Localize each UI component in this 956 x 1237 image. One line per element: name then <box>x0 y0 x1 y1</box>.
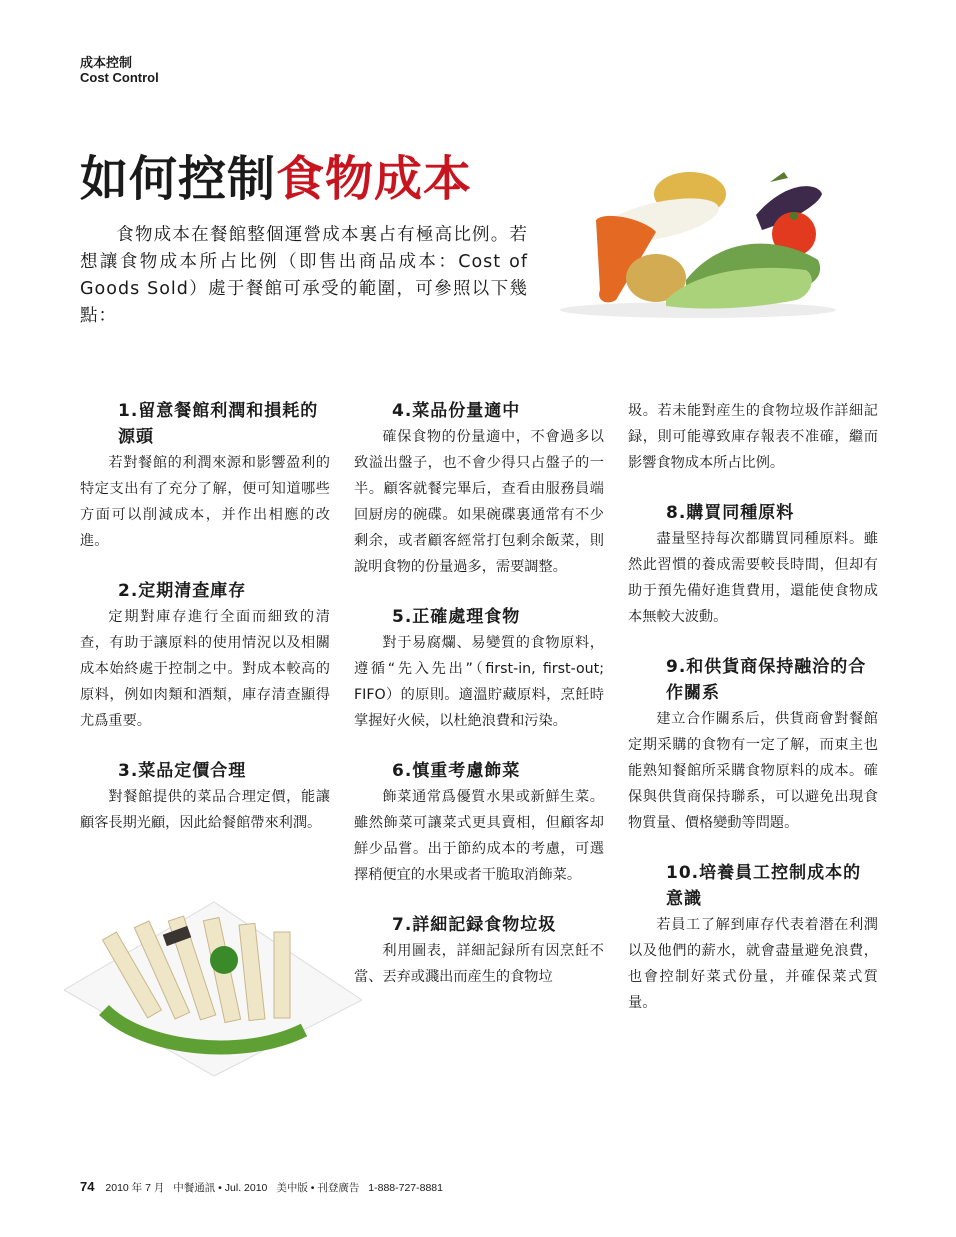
section-body-7-continued: 圾。若未能對産生的食物垃圾作詳細記録，則可能導致庫存報表不准確，繼而影響食物成本所占比例。 <box>628 403 878 471</box>
section-label-en: Cost Control <box>80 70 159 85</box>
title-part-2-red: 食物成本 <box>276 151 473 207</box>
vegetables-photo <box>556 160 840 320</box>
title-part-1: 如何控制 <box>80 151 277 207</box>
section-body-3: 對餐館提供的菜品合理定價，能讓顧客長期光顧，因此給餐館帶來利潤。 <box>80 789 330 831</box>
section-heading-6: 6.慎重考慮飾菜 <box>392 761 521 781</box>
footer-publication: 中餐通訊 • Jul. 2010 <box>173 1182 268 1194</box>
column-2 <box>354 398 604 1014</box>
bamboo-cucumber-plate-photo <box>64 890 362 1078</box>
section-body-4: 確保食物的份量適中，不會過多以致溢出盤子，也不會少得只占盤子的一半。顧客就餐完畢后，查看由服務員端回厨房的碗碟。如果碗碟裏通常有不少剩余，或者顧客經常打包剩余飯菜，則說明食物的份量過多，需要調整。 <box>354 429 604 575</box>
section-heading-1: 1.留意餐館利潤和損耗的源頭 <box>118 401 319 447</box>
section-heading-5: 5.正確處理食物 <box>392 607 521 627</box>
section-body-2: 定期對庫存進行全面而細致的清查，有助于讓原料的使用情況以及相關成本始終處于控制之中。對成本較高的原料，例如肉類和酒類，庫存清查顯得尤爲重要。 <box>80 609 330 729</box>
section-heading-9: 9.和供貨商保持融洽的合作關系 <box>666 657 867 703</box>
column-3 <box>628 398 878 1040</box>
page-number: 74 <box>80 1179 95 1194</box>
section-body-7: 利用圖表，詳細記録所有因烹飪不當、丟弃或濺出而産生的食物垃 <box>354 943 604 985</box>
section-heading-2: 2.定期清查庫存 <box>118 581 247 601</box>
page-title <box>80 140 472 209</box>
footer-phone: 1-888-727-8881 <box>368 1182 443 1194</box>
footer-edition: 美中版 • 刊登廣告 <box>276 1182 360 1194</box>
section-heading-4: 4.菜品份量適中 <box>392 401 521 421</box>
section-heading-3: 3.菜品定價合理 <box>118 761 247 781</box>
intro-text: 食物成本在餐館整個運營成本裏占有極高比例。若想讓食物成本所占比例（即售出商品成本：Cost of Goods Sold）處于餐館可承受的範圍，可參照以下幾點： <box>80 225 528 326</box>
section-body-10: 若員工了解到庫存代表着潜在利潤以及他們的薪水，就會盡量避免浪費，也會控制好菜式份量，并確保菜式質量。 <box>628 917 878 1011</box>
section-body-9: 建立合作關系后，供貨商會對餐館定期采購的食物有一定了解，而東主也能熟知餐館所采購食物原料的成本。確保與供貨商保持聯系，可以避免出現食物質量、價格變動等問題。 <box>628 711 878 831</box>
section-label-cn: 成本控制 <box>80 56 133 71</box>
section-body-1: 若對餐館的利潤來源和影響盈利的特定支出有了充分了解，便可知道哪些方面可以削減成本，并作出相應的改進。 <box>80 455 330 549</box>
intro-paragraph <box>80 222 528 330</box>
column-1 <box>80 398 330 860</box>
section-body-8: 盡量堅持每次都購買同種原料。雖然此習慣的養成需要較長時間，但却有助于預先備好進貨費用，還能使食物成本無較大波動。 <box>628 531 878 625</box>
section-body-5: 對于易腐爛、易變質的食物原料，遵循“先入先出”（first-in, first-out; FIFO）的原則。適溫貯藏原料，烹飪時掌握好火候，以杜絶浪費和污染。 <box>354 635 604 729</box>
section-heading-7: 7.詳細記録食物垃圾 <box>392 915 557 935</box>
page-footer <box>80 1179 449 1195</box>
footer-date: 2010 年 7 月 <box>105 1182 165 1194</box>
section-body-6: 飾菜通常爲優質水果或新鮮生菜。雖然飾菜可讓菜式更具賣相，但顧客却鮮少品嘗。出于節約成本的考慮，可選擇稍便宜的水果或者干脆取消飾菜。 <box>354 789 604 883</box>
section-heading-10: 10.培養員工控制成本的意識 <box>666 863 862 909</box>
section-heading-8: 8.購買同種原料 <box>666 503 795 523</box>
